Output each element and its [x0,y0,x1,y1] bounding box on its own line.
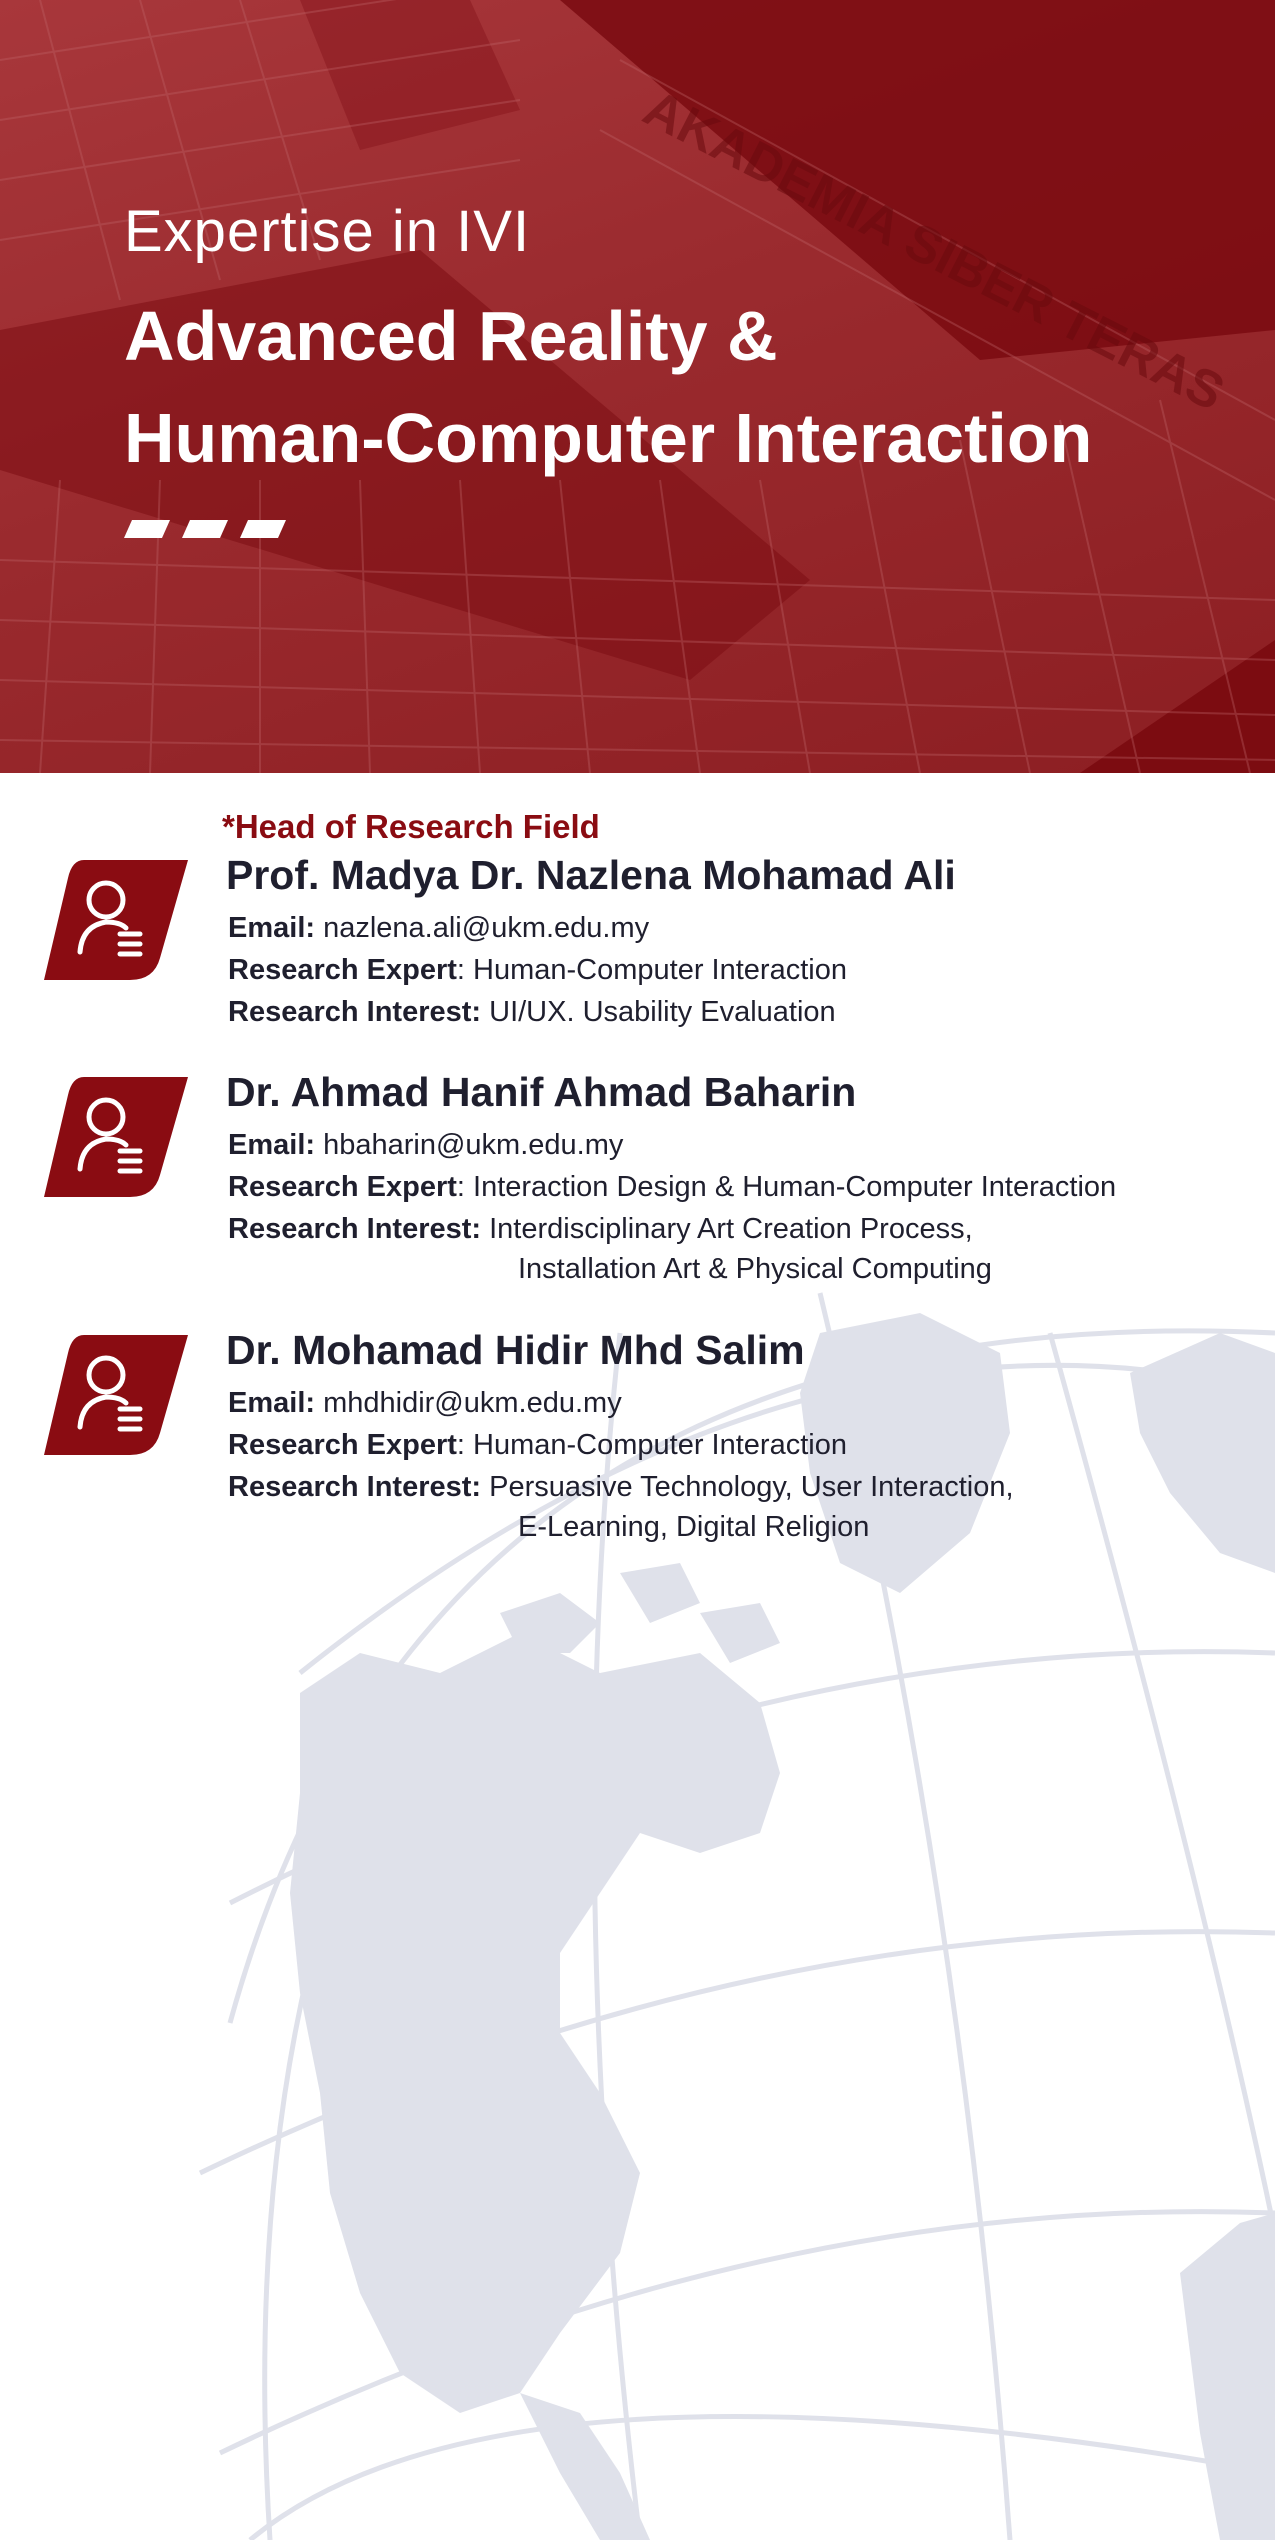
research-interest-continued: Installation Art & Physical Computing [518,1253,992,1285]
research-expert-row [228,954,847,987]
email-label: Email: [228,1129,316,1161]
head-of-research-note: *Head of Research Field [222,808,600,845]
research-interest-label: Research Interest: [228,1213,482,1245]
person-name: Prof. Madya Dr. Nazlena Mohamad Ali [226,852,956,898]
research-expert-row [228,1171,1116,1204]
email-value[interactable]: nazlena.ali@ukm.edu.my [323,912,650,944]
research-interest-value: Persuasive Technology, User Interaction, [489,1471,1014,1503]
research-expert-value: : Human-Computer Interaction [456,1429,847,1461]
research-expert-value: : Human-Computer Interaction [456,954,847,986]
email-value[interactable]: mhdhidir@ukm.edu.my [323,1387,622,1419]
research-interest-label: Research Interest: [228,1471,482,1503]
research-expert-value: : Interaction Design & Human-Computer Interaction [456,1171,1117,1203]
research-interest-value: UI/UX. Usability Evaluation [489,996,836,1028]
building-sign-text: AKADEMIA SIBER TERAS [634,79,1234,423]
person-name: Dr. Ahmad Hanif Ahmad Baharin [226,1069,857,1115]
email-row [228,1387,622,1420]
research-interest-continued: E-Learning, Digital Religion [518,1511,870,1543]
research-interest-row [228,1213,973,1246]
hero-subtitle: Expertise in IVI [124,199,531,264]
research-interest-row [228,1471,1014,1504]
email-label: Email: [228,1387,316,1419]
email-row [228,912,649,945]
email-label: Email: [228,912,316,944]
research-expert-label: Research Expert [228,1429,457,1461]
decorative-dashes [124,520,294,538]
research-expert-label: Research Expert [228,1171,457,1203]
hero-title [124,285,1092,489]
person-profile-icon [44,860,188,980]
person-name: Dr. Mohamad Hidir Mhd Salim [226,1327,805,1373]
globe-background [0,773,1275,2540]
person-profile-icon [44,1077,188,1197]
email-row [228,1129,623,1162]
research-interest-label: Research Interest: [228,996,482,1028]
research-expert-label: Research Expert [228,954,457,986]
research-interest-value: Interdisciplinary Art Creation Process, [489,1213,973,1245]
research-expert-row [228,1429,847,1462]
hero-banner [0,0,1275,773]
person-profile-icon [44,1335,188,1455]
research-interest-row [228,996,836,1029]
hero-title-line-2: Human-Computer Interaction [124,399,1093,477]
email-value[interactable]: hbaharin@ukm.edu.my [323,1129,624,1161]
hero-title-line-1: Advanced Reality & [124,297,778,375]
